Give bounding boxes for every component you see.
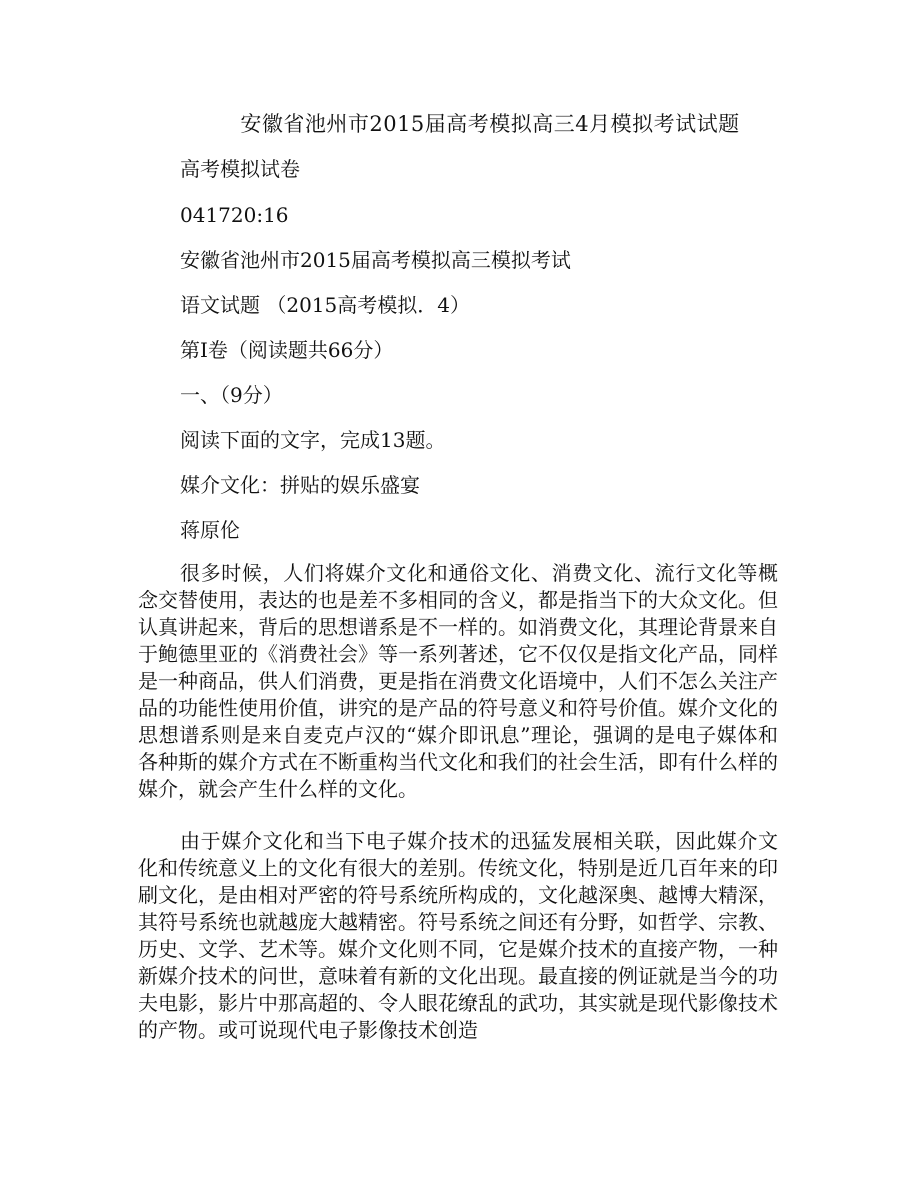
body-paragraph-2: 由于媒介文化和当下电子媒介技术的迅猛发展相关联，因此媒介文化和传统意义上的文化有很大的差别。传统文化，特别是近几百年来的印刷文化，是由相对严密的符号系统所构成的，文化越深奥、越博大精深，其符号系统也就越庞大越精密。符号系统之间还有分野，如哲学、宗教、历史、文学、艺术等。媒介文化则不同，它是媒介技术的直接产物，一种新媒介技术的问世，意味着有新的文化出现。最直接的例证就是当今的功夫电影，影片中那高超的、令人眼花缭乱的武功，其实就是现代影像技术的产物。或可说现代电子影像技术创造 bbox=[138, 829, 778, 1042]
question-number: 一、（9分） bbox=[180, 383, 283, 407]
code-line: 041720:16 bbox=[180, 203, 289, 227]
article-title: 媒介文化：拼贴的娱乐盛宴 bbox=[180, 473, 420, 497]
instruction-line: 阅读下面的文字，完成13题。 bbox=[180, 428, 446, 452]
exam-name-line: 安徽省池州市2015届高考模拟高三模拟考试 bbox=[180, 248, 571, 272]
subject-line: 语文试题 （2015高考模拟．4） bbox=[180, 293, 470, 317]
section-heading: 第Ⅰ卷（阅读题共66分） bbox=[180, 338, 394, 362]
article-author: 蒋原伦 bbox=[180, 518, 240, 542]
document-title: 安徽省池州市2015届高考模拟高三4月模拟考试试题 bbox=[240, 112, 740, 136]
subtitle-line: 高考模拟试卷 bbox=[180, 157, 300, 181]
body-paragraph-1: 很多时候，人们将媒介文化和通俗文化、消费文化、流行文化等概念交替使用，表达的也是差不多相同的含义，都是指当下的大众文化。但认真讲起来，背后的思想谱系是不一样的。如消费文化，其理论背景来自于鲍德里亚的《消费社会》等一系列著述，它不仅仅是指文化产品，同样是一种商品，供人们消费，更是指在消费文化语境中，人们不怎么关注产品的功能性使用价值，讲究的是产品的符号意义和符号价值。媒介文化的思想谱系则是来自麦克卢汉的“媒介即讯息”理论，强调的是电子媒体和各种斯的媒介方式在不断重构当代文化和我们的社会生活，即有什么样的媒介，就会产生什么样的文化。 bbox=[138, 561, 778, 801]
